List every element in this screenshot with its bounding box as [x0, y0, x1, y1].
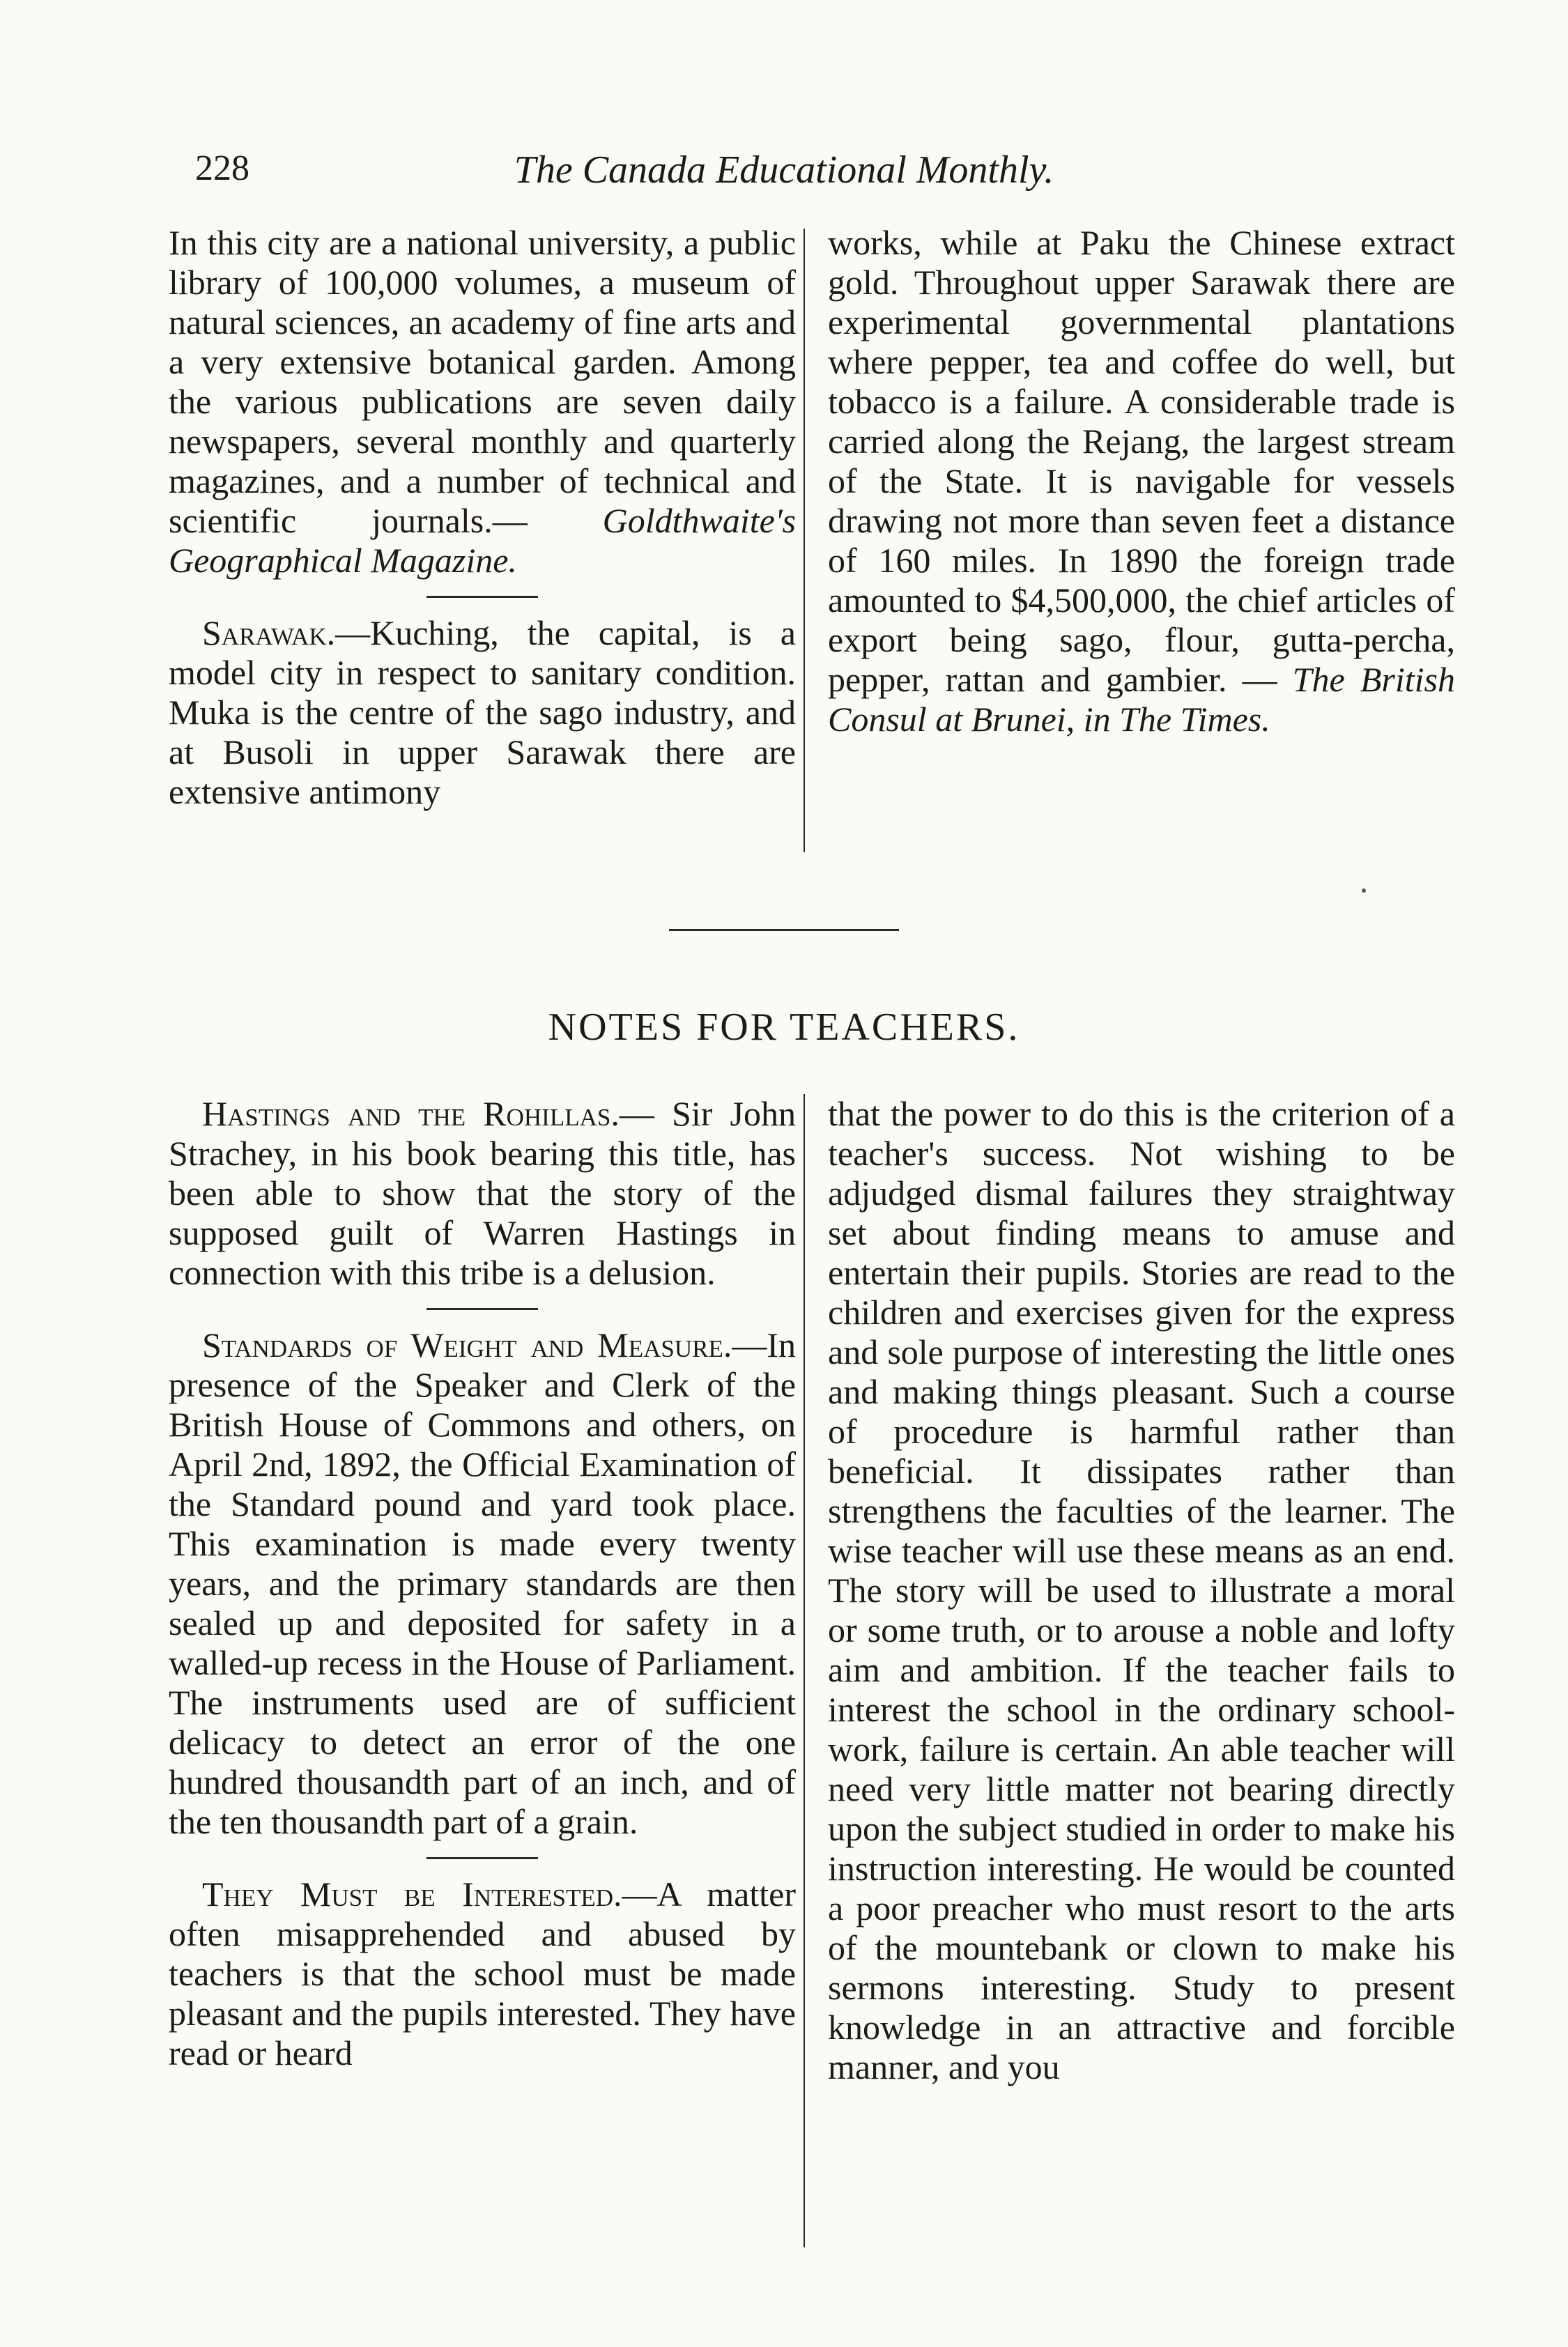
top-right-column: [828, 223, 1455, 739]
section-rule: [669, 929, 899, 931]
interested-paragraph: [169, 1875, 796, 2073]
print-speck: [1362, 888, 1366, 893]
sarawak-source: The British Consul at Brunei, in The Times.: [828, 660, 1455, 739]
interested-text: —A matter often misapprehended and abused by teachers is that the school must be made pleasant and the pupils interested. They have read or heard: [169, 1875, 796, 2072]
bottom-left-column: [169, 1094, 796, 2073]
city-paragraph-text: In this city are a national university, a public library of 100,000 volumes, a museum of natural sciences, an academy of fine arts and a very extensive botanical garden. Among the various publications are seven daily newspapers, several monthly and quarterly magazines, and a number of technical and scientific journals.—: [169, 223, 796, 540]
page-number: 228: [195, 148, 249, 188]
interested-continued-text: that the power to do this is the criterion of a teacher's success. Not wishing to be adjudged dismal failures they straightway set about finding means to amuse and entertain their pupils. Stories are read to the children and exercises given for the express and sole purpose of interesting the little ones and making things pleasant. Such a course of procedure is harmful rather than beneficial. It dissipates rather than strengthens the faculties of the learner. The wise teacher will use these means as an end. The story will be used to illustrate a moral or some truth, or to arouse a noble and lofty aim and ambition. If the teacher fails to interest the school in the ordinary school-work, failure is certain. An able teacher will need very little matter not bearing directly upon the subject studied in order to make his instruction interesting. He would be counted a poor preacher who must resort to the arts of the mountebank or clown to make his sermons interesting. Study to present knowledge in an attractive and forcible manner, and you: [828, 1094, 1455, 2086]
hastings-paragraph: [169, 1094, 796, 1293]
sarawak-heading: Sarawak.: [202, 613, 336, 652]
top-left-column: [169, 223, 796, 812]
bottom-right-column: [828, 1094, 1455, 2087]
sarawak-continued-text: works, while at Paku the Chinese extract gold. Throughout upper Sarawak there are experimental governmental plantations where pepper, tea and coffee do well, but tobacco is a failure. A considerable trade is carried along the Rejang, the largest stream of the State. It is navigable for vessels drawing not more than seven feet a distance of 160 miles. In 1890 the foreign trade amounted to $4,500,000, the chief articles of export being sago, flour, gutta-percha, pepper, rattan and gambier. —: [828, 223, 1455, 699]
column-separator-top: [804, 229, 805, 852]
standards-paragraph: [169, 1325, 796, 1842]
sarawak-paragraph: [169, 613, 796, 812]
divider-rule: [426, 1308, 538, 1310]
interested-continued-paragraph: [828, 1094, 1455, 2087]
sarawak-continued-paragraph: [828, 223, 1455, 739]
hastings-heading: Hastings and the Rohillas.: [202, 1094, 620, 1133]
city-paragraph: [169, 223, 796, 580]
hastings-text: — Sir John Strachey, in his book bearing this title, has been able to show that the story of the supposed guilt of Warren Hastings in connection with this tribe is a delusion.: [169, 1094, 796, 1292]
city-paragraph-source: Goldthwaite's Geographical Magazine.: [169, 501, 796, 580]
interested-heading: They Must be Interested.: [202, 1875, 622, 1914]
divider-rule: [426, 596, 538, 598]
standards-text: —In presence of the Speaker and Clerk of the British House of Commons and others, on April 2nd, 1892, the Official Examination of the Standard pound and yard took place. This examination is made every twenty years, and the primary standards are then sealed up and deposited for safety in a walled-up recess in the House of Parliament. The instruments used are of sufficient delicacy to detect an error of the one hundred thousandth part of an inch, and of the ten thousandth part of a grain.: [169, 1325, 796, 1841]
sarawak-text: —Kuching, the capital, is a model city in respect to sanitary condition. Muka is the centre of the sago industry, and at Busoli in upper Sarawak there are extensive antimony: [169, 613, 796, 811]
divider-rule: [426, 1857, 538, 1859]
journal-title: The Canada Educational Monthly.: [514, 148, 1054, 192]
section-title: NOTES FOR TEACHERS.: [548, 1006, 1020, 1049]
column-separator-bottom: [804, 1094, 805, 2247]
standards-heading: Standards of Weight and Measure.: [202, 1325, 732, 1364]
